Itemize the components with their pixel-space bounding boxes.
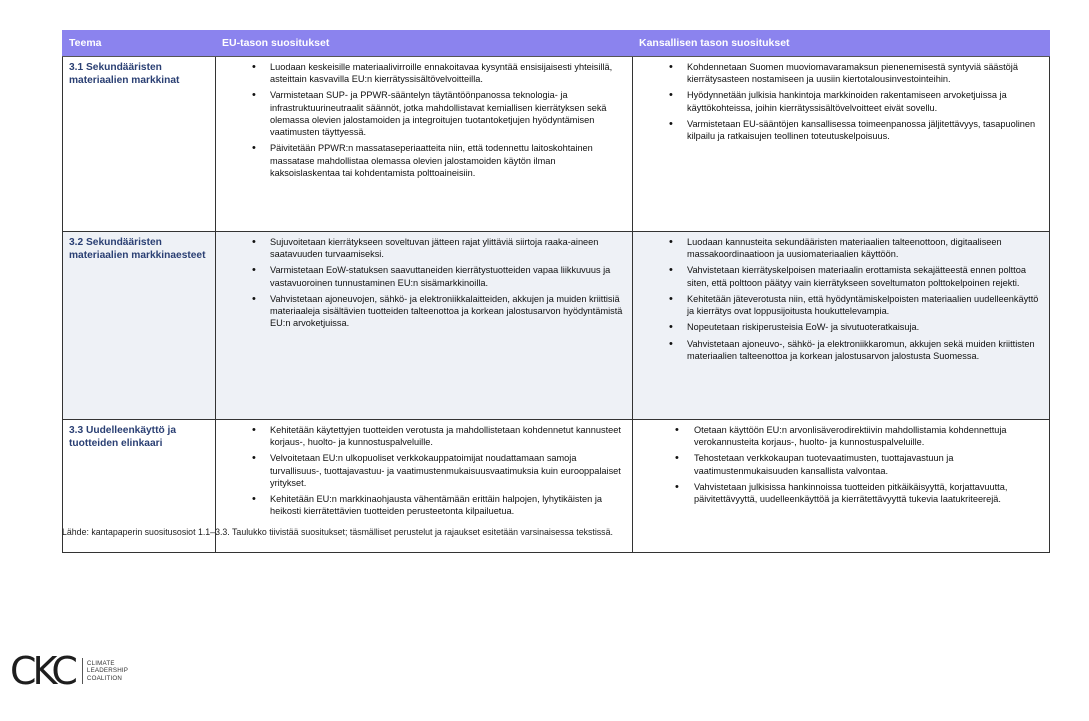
header-national-level: Kansallisen tason suositukset bbox=[633, 31, 1050, 57]
logo-divider bbox=[82, 658, 83, 684]
list-item: • Vahvistetaan kierrätyskelpoisen materiaalin erottamista sekajätteestä ennen polttoa siten, että polttoon päätyy vain kierrätykseen soveltumaton polttokelpoinen rejekti. bbox=[639, 264, 1043, 288]
table-header-row bbox=[63, 31, 1050, 57]
logo-text bbox=[87, 660, 128, 682]
list-item: • Varmistetaan EU-sääntöjen kansallisessa toimeenpanossa jäljitettävyys, tasapuolinen kilpailu ja ratkaisujen teollinen toteutuskelpoisuus. bbox=[639, 118, 1043, 142]
list-item: • Kehitetään käytettyjen tuotteiden verotusta ja mahdollistetaan kohdennetut kannusteet korjaus-, huolto- ja kunnostuspalveluille. bbox=[222, 424, 626, 448]
theme-cell: 3.3 Uudelleenkäyttö ja tuotteiden elinkaari bbox=[63, 420, 216, 553]
header-eu-level: EU-tason suositukset bbox=[216, 31, 633, 57]
theme-cell: 3.1 Sekundääristen materiaalien markkinat bbox=[63, 57, 216, 232]
list-item: • Varmistetaan SUP- ja PPWR-sääntelyn täytäntöönpanossa teknologia- ja infrastruktuurineutraalit säännöt, jotka mahdollistavat kemiallisen kierrätyksen sekä olemassa olevien jalostamoiden ja integroitujen tuotantoketjujen hyödyntämisen vaatimusten täyttyessä. bbox=[222, 89, 626, 138]
header-theme: Teema bbox=[63, 31, 216, 57]
recommendations-table bbox=[62, 30, 1050, 553]
list-item: • Velvoitetaan EU:n ulkopuoliset verkkokauppatoimijat noudattamaan samoja turvallisuus-, tuottajavastuu- ja vaatimustenmukaisuusvaatimuksia kuin eurooppalaiset yritykset. bbox=[222, 452, 626, 489]
ckc-logo bbox=[10, 649, 129, 693]
logo-line-coalition: COALITION bbox=[86, 674, 123, 682]
list-item: • Tehostetaan verkkokaupan tuotevaatimusten, tuottajavastuun ja vaatimustenmukaisuuden kansallista valvontaa. bbox=[639, 452, 1043, 476]
list-item: • Vahvistetaan julkisissa hankinnoissa tuotteiden pitkäikäisyyttä, korjattavuutta, päivitettävyyttä, uudelleenkäyttöä ja kierrätettävyyttä tukevia laatukriteerejä. bbox=[639, 481, 1043, 505]
list-item: • Kohdennetaan Suomen muoviomavaramaksun pienenemisestä syntyviä säästöjä kierrätysasteen nostamiseen ja uusiin kiertotalousinvestointeihin. bbox=[639, 61, 1043, 85]
eu-recommendations-cell bbox=[216, 232, 633, 420]
source-note: Lähde: kantapaperin suositusosiot 1.1–3.3. Taulukko tiivistää suositukset; täsmälliset perustelut ja rajaukset esitetään varsinaisessa tekstissä. bbox=[62, 527, 613, 537]
table-row bbox=[63, 57, 1050, 232]
list-item: • Kehitetään jäteverotusta niin, että hyödyntämiskelpoisten materiaalien uudelleenkäyttö ja kierrätys ovat loppusijoitusta houkuttelevampia. bbox=[639, 293, 1043, 317]
list-item: • Luodaan kannusteita sekundääristen materiaalien talteenottoon, digitaaliseen massakoordinaatioon ja uusiomateriaalien käyttöön. bbox=[639, 236, 1043, 260]
list-item: • Sujuvoitetaan kierrätykseen soveltuvan jätteen rajat ylittäviä siirtoja raaka-aineen saatavuuden turvaamiseksi. bbox=[222, 236, 626, 260]
theme-cell: 3.2 Sekundääristen materiaalien markkinaesteet bbox=[63, 232, 216, 420]
list-item: • Varmistetaan EoW-statuksen saavuttaneiden kierrätystuotteiden vapaa liikkuvuus ja vastavuoroinen tunnustaminen EU:n sisämarkkinoilla. bbox=[222, 264, 626, 288]
logo-line-leadership: LEADERSHIP bbox=[86, 667, 129, 675]
list-item: • Vahvistetaan ajoneuvo-, sähkö- ja elektroniikkaromun, akkujen sekä muiden kriittisten materiaalien talteenottoa ja korkean jalostusarvon jalostusta Suomessa. bbox=[639, 338, 1043, 362]
national-recommendations-cell bbox=[633, 420, 1050, 553]
logo-line-climate: CLIMATE bbox=[86, 659, 115, 667]
list-item: • Vahvistetaan ajoneuvojen, sähkö- ja elektroniikkalaitteiden, akkujen ja muiden kriittisiä materiaaleja sisältävien tuotteiden talteenottoa ja korkean jalostusarvon hyödyntämistä EU:n arvoketjuissa. bbox=[222, 293, 626, 330]
list-item: • Luodaan keskeisille materiaalivirroille ennakoitavaa kysyntää ensisijaisesti yhteisillä, asteittain kasvavilla EU:n kierrätyssisältövelvoitteilla. bbox=[222, 61, 626, 85]
list-item: • Päivitetään PPWR:n massataseperiaatteita niin, että todennettu laitoskohtainen massatase mahdollistaa olemassa olevien jalostamoiden käytön ilman kaksoislaskentaa tai kohdentamista polttoaineisiin. bbox=[222, 142, 626, 179]
table-row bbox=[63, 232, 1050, 420]
list-item: • Kehitetään EU:n markkinaohjausta vähentämään erittäin halpojen, lyhytikäisten ja heikosti kierrätettävien tuotteiden perusteetonta kilpailuetua. bbox=[222, 493, 626, 517]
list-item: • Nopeutetaan riskiperusteisia EoW- ja sivutuoteratkaisuja. bbox=[639, 321, 1043, 333]
eu-recommendations-cell bbox=[216, 57, 633, 232]
list-item: • Otetaan käyttöön EU:n arvonlisäverodirektiivin mahdollistamia kohdennettuja verokannusteita korjaus-, huolto- ja kunnostuspalveluille. bbox=[639, 424, 1043, 448]
national-recommendations-cell bbox=[633, 232, 1050, 420]
logo-mark: CKC bbox=[10, 649, 74, 693]
national-recommendations-cell bbox=[633, 57, 1050, 232]
list-item: • Hyödynnetään julkisia hankintoja markkinoiden rakentamiseen arvoketjuissa ja käyttökohteissa, joihin kierrätyssisältövelvoitteet eivät sovellu. bbox=[639, 89, 1043, 113]
